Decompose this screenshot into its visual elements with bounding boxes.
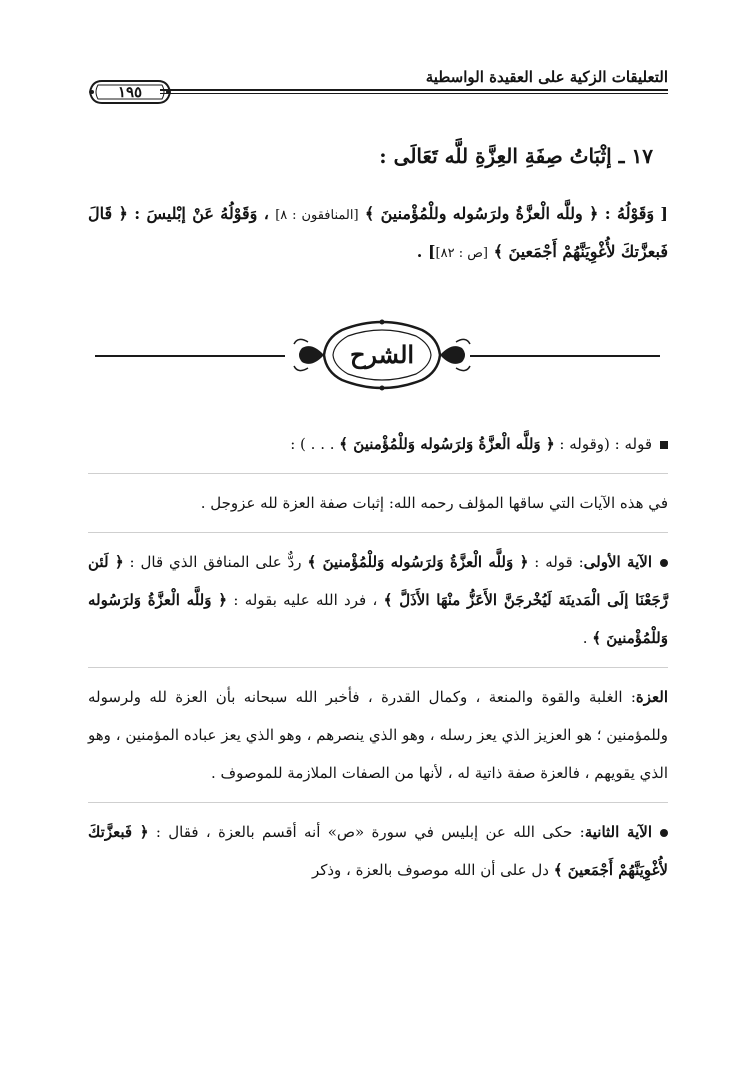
text-run: : قوله : (528, 553, 584, 571)
quote-tail: . . . ) : (290, 435, 340, 453)
section-title: ١٧ ـ إثْبَاتُ صِفَةِ العِزَّةِ للَّه تَعَالَى : (379, 144, 653, 168)
text-run: : الغلبة والقوة والمنعة ، وكمال القدرة ، فأخبر الله سبحانه بأن العزة لله ولرسوله وللمؤمنين ؛ هو العزيز الذي يعز رسله ، وهو الذي ينصرهم ، وهو الذي يعز عباده المؤمنين ، وهو الذي يقويهم ، فالعزة صفة ذاتية له ، لأنها من الصفات الملازمة للموصوف . (88, 688, 668, 782)
commentary-paragraph (88, 813, 668, 889)
text-run: دل على أن الله موصوف بالعزة ، وذكر (311, 861, 554, 879)
divider (88, 667, 668, 668)
matn-text (88, 196, 668, 272)
paragraph-lead: الآية الثانية (584, 823, 652, 841)
page-number-frame (88, 78, 172, 106)
text-run: : حكى الله عن إبليس في سورة «ص» أنه أقسم بالعزة ، فقال : (148, 823, 585, 841)
divider (88, 802, 668, 803)
quran-quote: ﴿ فَبعزَّتكَ لأُغْوِيَنَّهُمْ أَجْمَعينَ ﴾ (88, 823, 668, 879)
commentary (88, 425, 668, 899)
quote-lead: قوله : (وقوله : (554, 435, 652, 453)
ornament-rule (470, 355, 660, 357)
verse-reference: [ص : ٨٢] (435, 246, 488, 261)
sharh-label: الشرح (349, 340, 415, 369)
commentary-paragraph (88, 425, 668, 463)
header-rule (160, 89, 668, 91)
paragraph-lead: العزة (635, 688, 668, 706)
running-head: التعليقات الزكية على العقيدة الواسطية (425, 68, 668, 86)
page-header (88, 62, 668, 110)
dot-bullet-icon (660, 829, 668, 837)
verse-reference: [المنافقون : ٨] (275, 208, 359, 223)
square-bullet-icon (660, 441, 668, 449)
divider (88, 473, 668, 474)
matn-part: ، وَقَوْلُهُ عَنْ إبْليسَ : ﴿ قَالَ فَبعزَّتكَ لأُغْوِيَنَّهُمْ أَجْمَعينَ ﴾ (88, 204, 668, 261)
commentary-paragraph (88, 678, 668, 792)
text-run: ردٌّ على المنافق الذي قال : (123, 553, 308, 571)
quran-quote: ﴿ وَللَّه الْعزَّةُ وَلرَسُوله وَللْمُؤْمنينَ ﴾ (307, 553, 529, 571)
matn-part: [ وَقَوْلُهُ : ﴿ وللَّه الْعزَّةُ ولرَسُوله وللْمُؤْمنينَ ﴾ (358, 204, 668, 223)
paragraph-lead: الآية الأولى (583, 553, 652, 571)
header-rule-thin (160, 93, 668, 94)
commentary-paragraph: في هذه الآيات التي ساقها المؤلف رحمه الله: إثبات صفة العزة لله عزوجل . (200, 494, 668, 512)
dot-bullet-icon (660, 559, 668, 567)
quran-quote: ﴿ وَللَّه الْعزَّةُ وَلرَسُوله وَللْمُؤْمنينَ ﴾ (88, 591, 668, 647)
ornament-rule (95, 355, 285, 357)
commentary-paragraph (88, 543, 668, 657)
text-run: . (582, 629, 593, 647)
sharh-ornament (95, 318, 660, 392)
quran-quote: ﴿ لَئن رَّجَعْنَا إلَى الْمَدينَة لَيُخْرجَنَّ الأَعَزُّ منْهَا الأَذَلَّ ﴾ (88, 553, 668, 609)
divider (88, 532, 668, 533)
quran-quote: ﴿ وَللَّه الْعزَّةُ وَلرَسُوله وَللْمُؤْمنينَ ﴾ (339, 435, 555, 453)
matn-end: ] . (416, 242, 436, 261)
text-run: ، فرد الله عليه بقوله : (227, 591, 384, 609)
page-number: ١٩٥ (117, 83, 143, 101)
